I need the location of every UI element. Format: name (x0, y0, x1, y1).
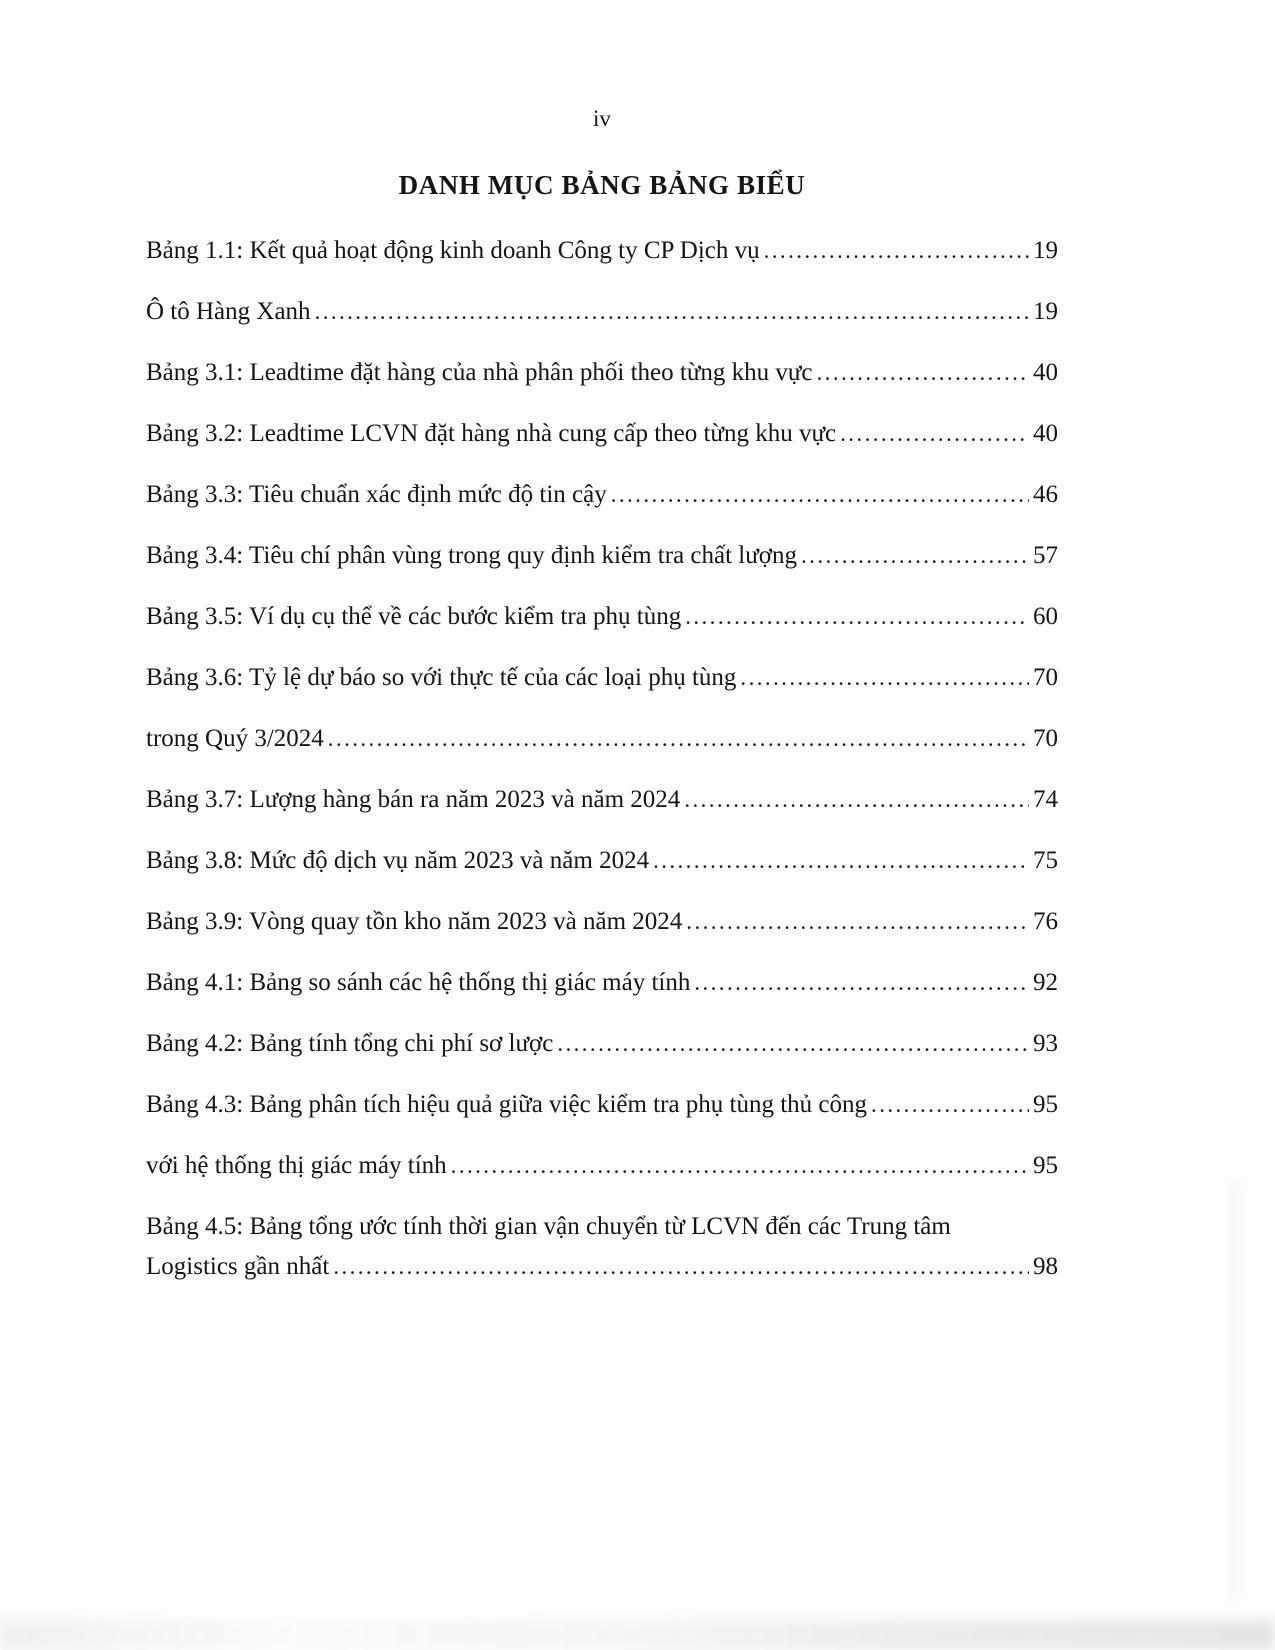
toc-entry-page: 40 (1033, 420, 1058, 447)
toc-entry-label: Logistics gần nhất (146, 1253, 330, 1280)
toc-entry-label: Bảng 3.8: Mức độ dịch vụ năm 2023 và năm 2024 (146, 847, 650, 874)
toc-entry-label: Bảng 3.6: Tỷ lệ dự báo so với thực tế của các loại phụ tùng (146, 664, 737, 691)
toc-entry-label: Bảng 3.4: Tiêu chí phân vùng trong quy định kiểm tra chất lượng (146, 542, 798, 569)
toc-entry-page: 95 (1033, 1091, 1058, 1118)
toc-entry-label: Bảng 3.2: Leadtime LCVN đặt hàng nhà cung cấp theo từng khu vực (146, 420, 837, 447)
toc-entry (146, 660, 1058, 695)
dot-leader (871, 1087, 1029, 1122)
dot-leader (694, 965, 1029, 1000)
toc-entry-page: 75 (1033, 847, 1058, 874)
dot-leader (315, 294, 1029, 329)
toc-entry-label: Bảng 1.1: Kết quả hoạt động kinh doanh Công ty CP Dịch vụ (146, 237, 760, 264)
toc-entry-label: Bảng 4.1: Bảng so sánh các hệ thống thị giác máy tính (146, 969, 691, 996)
toc-entry-page: 19 (1033, 237, 1058, 264)
dot-leader (817, 355, 1029, 390)
toc-entry (146, 538, 1058, 573)
page-title: DANH MỤC BẢNG BẢNG BIỂU (398, 170, 806, 200)
toc-entry-label: Bảng 3.1: Leadtime đặt hàng của nhà phân phối theo từng khu vực (146, 359, 813, 386)
dot-leader (740, 660, 1029, 695)
toc-entry-page: 40 (1033, 359, 1058, 386)
toc-entry-page: 46 (1033, 481, 1058, 508)
toc-entry (146, 416, 1058, 451)
toc-entry (146, 965, 1058, 1000)
toc-entry-page: 92 (1033, 969, 1058, 996)
dot-leader (333, 1249, 1029, 1284)
toc-entry-label: Ô tô Hàng Xanh (146, 298, 311, 325)
toc-entry (146, 294, 1058, 329)
toc-entry (146, 1249, 1058, 1284)
toc-entry-page: 74 (1033, 786, 1058, 813)
toc-entry-label: với hệ thống thị giác máy tính (146, 1152, 447, 1179)
toc-entry-label: Bảng 3.3: Tiêu chuẩn xác định mức độ tin cậy (146, 481, 607, 508)
toc-entry (146, 1209, 1058, 1244)
toc-entry (146, 1087, 1058, 1122)
toc-entry-label: Bảng 4.5: Bảng tổng ước tính thời gian vận chuyển từ LCVN đến các Trung tâm (146, 1213, 951, 1240)
toc-entry-page: 60 (1033, 603, 1058, 630)
toc-entry-page: 98 (1033, 1253, 1058, 1280)
dot-leader (840, 416, 1029, 451)
toc-entry-label: Bảng 3.9: Vòng quay tồn kho năm 2023 và năm 2024 (146, 908, 683, 935)
toc-entry (146, 721, 1058, 756)
dot-leader (685, 599, 1029, 634)
toc-entry-page: 95 (1033, 1152, 1058, 1179)
scan-artifact (1229, 1180, 1239, 1600)
toc-entry-page: 57 (1033, 542, 1058, 569)
dot-leader (611, 477, 1029, 512)
dot-leader (557, 1026, 1029, 1061)
toc-entry (146, 904, 1058, 939)
toc-entry (146, 782, 1058, 817)
dot-leader (764, 233, 1029, 268)
dot-leader (328, 721, 1029, 756)
toc-entry (146, 233, 1058, 268)
dot-leader (653, 843, 1029, 878)
scan-artifact (0, 1620, 1275, 1650)
toc-entry-label: Bảng 3.5: Ví dụ cụ thể về các bước kiểm tra phụ tùng (146, 603, 682, 630)
toc-entry (146, 1026, 1058, 1061)
dot-leader (801, 538, 1029, 573)
toc-entry-label: trong Quý 3/2024 (146, 725, 324, 752)
toc-entry-page: 70 (1033, 664, 1058, 691)
toc-entry (146, 1148, 1058, 1183)
page-content (146, 104, 1058, 1310)
toc-entry (146, 477, 1058, 512)
toc-entry-page: 70 (1033, 725, 1058, 752)
toc-entry-label: Bảng 4.2: Bảng tính tổng chi phí sơ lược (146, 1030, 554, 1057)
toc-entry (146, 355, 1058, 390)
toc-entry-page: 19 (1033, 298, 1058, 325)
dot-leader (451, 1148, 1029, 1183)
toc-entry (146, 843, 1058, 878)
toc-entry-page: 76 (1033, 908, 1058, 935)
page-folio: iv (593, 106, 611, 131)
toc-entry-page: 93 (1033, 1030, 1058, 1057)
toc-entry-label: Bảng 3.7: Lượng hàng bán ra năm 2023 và năm 2024 (146, 786, 681, 813)
toc-entry (146, 599, 1058, 634)
dot-leader (684, 782, 1029, 817)
table-of-contents (146, 233, 1058, 1284)
toc-entry-label: Bảng 4.3: Bảng phân tích hiệu quả giữa việc kiểm tra phụ tùng thủ công (146, 1091, 868, 1118)
dot-leader (686, 904, 1029, 939)
